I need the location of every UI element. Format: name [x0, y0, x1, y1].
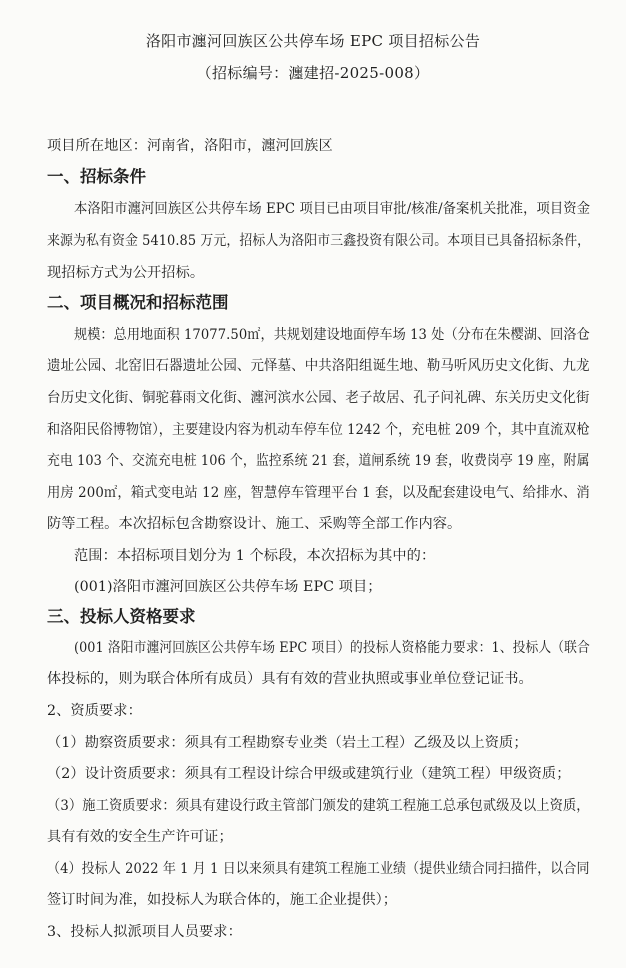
paragraph-line: 具有有效的安全生产许可证； — [47, 829, 233, 845]
paragraph-line: 来源为私有资金 5410.85 万元，招标人为洛阳市三鑫投资有限公司。本项目已具备招标条件， — [47, 233, 591, 249]
paragraph-line: （4）投标人 2022 年 1 月 1 日以来须具有建筑工程施工业绩（提供业绩合同扫描件，以合同 — [47, 861, 590, 877]
paragraph-line: 体投标的，则为联合体所有成员）具有有效的营业执照或事业单位登记证书。 — [47, 671, 533, 687]
section-heading-1: 一、招标条件 — [47, 167, 146, 186]
paragraph-line: 台历史文化街、铜驼暮雨文化街、瀍河滨水公园、老子故居、孔子问礼碑、东关历史文化街 — [47, 390, 590, 406]
section-heading-3: 三、投标人资格要求 — [47, 607, 196, 626]
paragraph-line: 防等工程。本次招标包含勘察设计、施工、采购等全部工作内容。 — [47, 516, 462, 532]
paragraph-line: 现招标方式为公开招标。 — [47, 265, 205, 281]
notice-title: 洛阳市瀍河回族区公共停车场 EPC 项目招标公告 — [145, 32, 481, 50]
paragraph-line: （2）设计资质要求：须具有工程设计综合甲级或建筑行业（建筑工程）甲级资质； — [47, 766, 571, 782]
paragraph-line: (001 洛阳市瀍河回族区公共停车场 EPC 项目）的投标人资格能力要求：1、投标人（联合 — [74, 640, 590, 656]
paragraph-line: （3）施工资质要求：须具有建设行政主管部门颁发的建筑工程施工总承包贰级及以上资质， — [47, 798, 590, 814]
paragraph-line: 用房 200㎡，箱式变电站 12 座，智慧停车管理平台 1 套，以及配套建设电气、给排水、消 — [47, 485, 590, 501]
project-location: 项目所在地区：河南省，洛阳市，瀍河回族区 — [47, 138, 333, 154]
paragraph-line: (001)洛阳市瀍河回族区公共停车场 EPC 项目； — [74, 579, 382, 595]
paragraph-line: 范围：本招标项目划分为 1 个标段，本次招标为其中的： — [74, 548, 436, 564]
paragraph-line: 签订时间为准，如投标人为联合体的，施工企业提供）； — [47, 892, 398, 908]
paragraph-line: 规模：总用地面积 17077.50㎡，共规划建设地面停车场 13 处（分布在朱樱湖、回洛仓 — [74, 327, 590, 343]
tender-number: （招标编号：瀍建招-2025-008） — [196, 64, 430, 82]
paragraph-line: 遗址公园、北窑旧石器遗址公园、元怿墓、中共洛阳组诞生地、勒马听风历史文化街、九龙 — [47, 358, 590, 374]
paragraph-line: 本洛阳市瀍河回族区公共停车场 EPC 项目已由项目审批/核准/备案机关批准，项目资金 — [74, 201, 591, 217]
paragraph-line: 和洛阳民俗博物馆），主要建设内容为机动车停车位 1242 个，充电桩 209 个，其中直流双枪 — [47, 422, 590, 438]
section-heading-2: 二、项目概况和招标范围 — [47, 293, 229, 312]
paragraph-line: 充电 103 个、交流充电桩 106 个，监控系统 21 套，道闸系统 19 套，收费岗亭 19 座，附属 — [47, 453, 590, 469]
paragraph-line: （1）勘察资质要求：须具有工程勘察专业类（岩土工程）乙级及以上资质； — [47, 735, 528, 751]
paragraph-line: 2、资质要求： — [47, 703, 142, 719]
paragraph-line: 3、投标人拟派项目人员要求： — [47, 924, 242, 940]
